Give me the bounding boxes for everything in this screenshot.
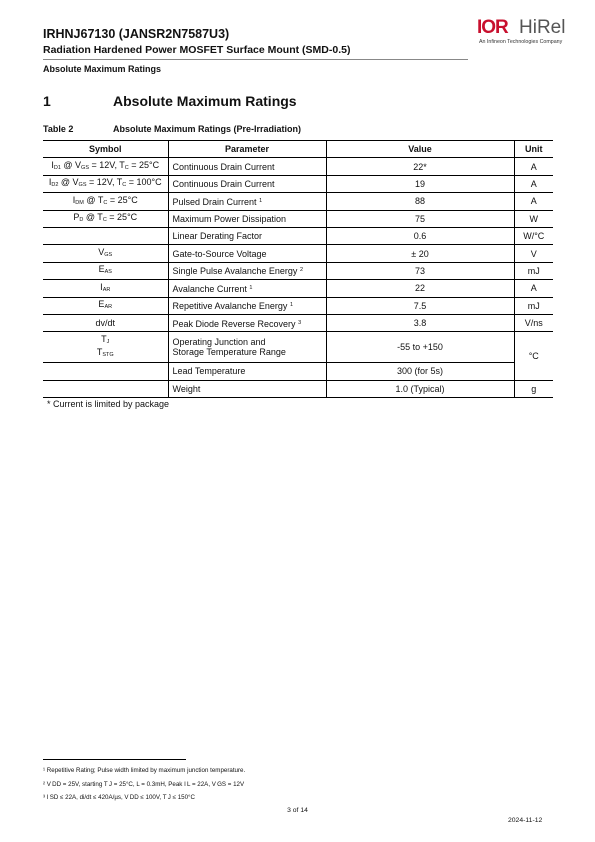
table-row [43,297,553,314]
footnote-ref: 1 [289,302,293,309]
ior-logo-mark: IOR [477,17,508,38]
symbol-cell: $I_{AR}$ [43,280,168,297]
table-row-temperature [43,332,553,363]
footnote-ref: 2 [299,267,303,274]
parameter-cell [168,210,326,227]
value-cell: 75 [326,210,514,227]
parameter-cell [168,280,326,297]
symbol-tstg: $T_{STG}$ [96,347,114,359]
value-cell: 3.8 [326,314,514,331]
temp-parameter-cell [168,332,326,363]
unit-cell: A [514,280,553,297]
table-row-lead-temperature [43,363,553,380]
table-row [43,158,553,175]
parameter-cell [168,158,326,175]
parameter-cell [168,245,326,262]
weight-unit-cell: g [514,380,553,397]
absolute-max-ratings-table [43,140,553,398]
temp-param-line1: Operating Junction and [172,337,266,348]
header-symbol: Symbol [43,141,168,158]
table-row [43,193,553,210]
unit-cell: A [514,158,553,175]
symbol-cell: $V_{GS}$ [43,245,168,262]
unit-cell: mJ [514,262,553,279]
parameter-text: Maximum Power Dissipation [172,213,287,224]
logo-tagline: An Infineon Technologies Company [479,39,563,45]
value-cell: ± 20 [326,245,514,262]
unit-cell: V/ns [514,314,553,331]
parameter-cell [168,227,326,244]
footnote-3: ³ I SD ≤ 22A, di/dt ≤ 420A/µs, V DD ≤ 100V, T J ≤ 150°C [43,794,195,801]
parameter-cell [168,262,326,279]
header-divider [43,59,468,60]
symbol-cell: $I_{D1}$ @ $V_{GS} = 12V$, $T_C = 25^\circ C$ [43,158,168,175]
symbol-cell: $E_{AS}$ [43,262,168,279]
footnote-ref: 1 [249,284,253,291]
parameter-cell [168,175,326,192]
document-title: IRHNJ67130 (JANSR2N7587U3) [43,27,230,41]
unit-cell: W [514,210,553,227]
symbol-cell [43,227,168,244]
table-number: Table 2 [43,124,74,134]
document-subtitle: Radiation Hardened Power MOSFET Surface Mount (SMD-0.5) [43,44,351,56]
document-date: 2024-11-12 [508,817,543,824]
parameter-text: Peak Diode Reverse Recovery [172,318,296,329]
value-cell: 22* [326,158,514,175]
table-row [43,314,553,331]
parameter-text: Continuous Drain Current [172,161,275,172]
section-number: 1 [43,93,51,109]
table-note: * Current is limited by package [47,399,170,409]
symbol-tj: $T_J$ [101,334,110,346]
unit-cell: A [514,175,553,192]
table-body [43,158,553,398]
table-row [43,280,553,297]
unit-cell: A [514,193,553,210]
weight-symbol-cell [43,380,168,397]
hirel-logo-text: HiRel [519,17,566,38]
symbol-cell: dv/dt [43,314,168,331]
table-row [43,210,553,227]
table-row [43,245,553,262]
header-parameter: Parameter [168,141,326,158]
temp-value-cell: -55 to +150 [326,332,514,363]
value-cell: 19 [326,175,514,192]
lead-value-cell: 300 (for 5s) [326,363,514,380]
page-number: 3 of 14 [287,807,308,814]
symbol-cell: $I_{D2}$ @ $V_{GS} = 12V$, $T_C = 100^\circ C$ [43,175,168,192]
parameter-cell [168,193,326,210]
parameter-cell [168,297,326,314]
parameter-text: Continuous Drain Current [172,178,275,189]
lead-symbol-cell [43,363,168,380]
footnote-ref: 3 [298,319,302,326]
weight-value-cell: 1.0 (Typical) [326,380,514,397]
parameter-cell [168,314,326,331]
header-value: Value [326,141,514,158]
parameter-text: Avalanche Current [172,283,247,294]
symbol-cell: $P_D$ @ $T_C = 25^\circ C$ [43,210,168,227]
table-row-weight [43,380,553,397]
table-row [43,262,553,279]
footnote-1: ¹ Repetitive Rating; Pulse width limited by maximum junction temperature. [43,767,246,774]
lead-parameter-cell: Lead Temperature [168,363,326,380]
table-row [43,175,553,192]
parameter-text: Linear Derating Factor [172,231,263,242]
symbol-cell: $I_{DM}$ @ $T_C = 25^\circ C$ [43,193,168,210]
header-section-label: Absolute Maximum Ratings [43,64,162,74]
parameter-text: Single Pulse Avalanche Energy [172,266,298,277]
value-cell: 88 [326,193,514,210]
weight-parameter-cell: Weight [168,380,326,397]
table-title: Absolute Maximum Ratings (Pre-Irradiation) [113,124,302,134]
temp-param-line2: Storage Temperature Range [172,347,286,358]
footnote-divider [43,759,186,760]
section-title: Absolute Maximum Ratings [113,93,297,109]
unit-cell: W/°C [514,227,553,244]
temp-symbol-cell [43,332,168,363]
unit-cell: V [514,245,553,262]
value-cell: 7.5 [326,297,514,314]
header-unit: Unit [514,141,553,158]
symbol-cell: $E_{AR}$ [43,297,168,314]
table-row [43,227,553,244]
parameter-text: Gate-to-Source Voltage [172,248,267,259]
unit-cell: mJ [514,297,553,314]
parameter-text: Repetitive Avalanche Energy [172,301,288,312]
parameter-text: Pulsed Drain Current [172,196,257,207]
temp-unit-cell: °C [514,332,553,380]
table-header-row [43,141,553,158]
value-cell: 22 [326,280,514,297]
company-logo [477,17,587,49]
value-cell: 0.6 [326,227,514,244]
footnote-ref: 1 [259,197,263,204]
value-cell: 73 [326,262,514,279]
footnote-2: ² V DD = 25V, starting T J = 25°C, L = 0.3mH, Peak I L = 22A, V GS = 12V [43,781,245,788]
